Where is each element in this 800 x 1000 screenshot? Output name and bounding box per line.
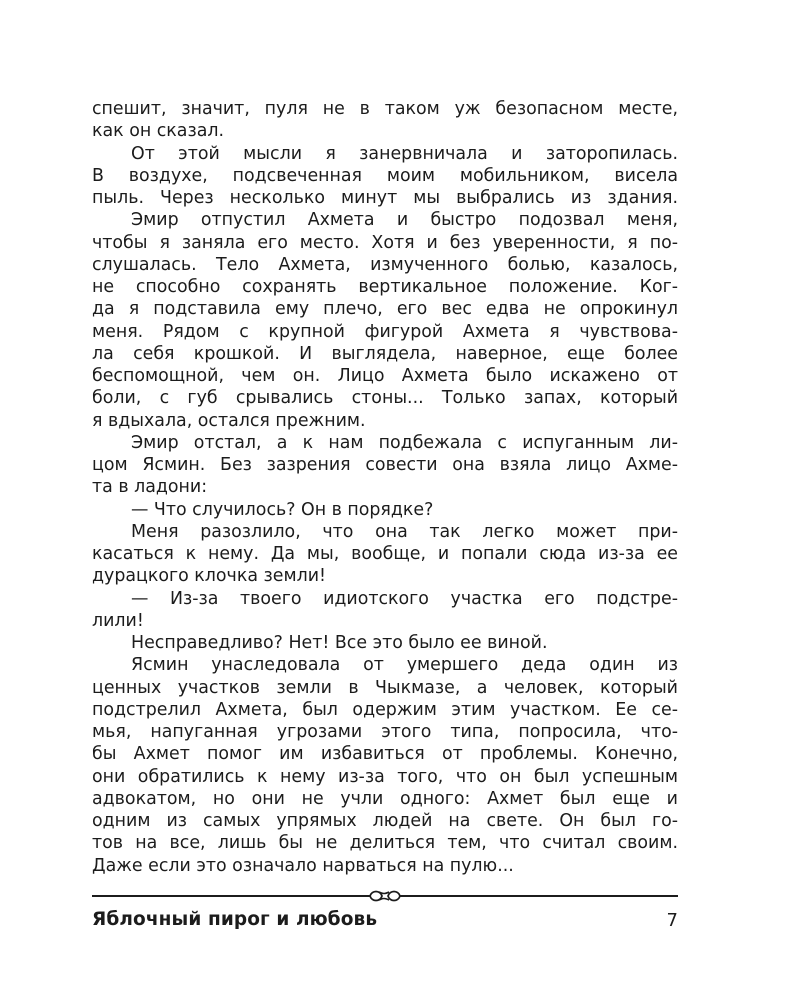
text-line: Даже если это означало нарваться на пулю...	[92, 855, 514, 876]
text-line: цом Ясмин. Без зазрения совести она взяла лицо Ахме-	[92, 455, 678, 475]
text-line: От этой мысли я занервничала и заторопилась.	[131, 143, 678, 164]
text-line: подстрелил Ахмета, был одержим этим участком. Ее се-	[92, 699, 678, 720]
text-line: чтобы я заняла его место. Хотя и без уверенности, я по-	[92, 232, 678, 253]
text-line: — Из-за твоего идиотского участка его подстре-	[131, 588, 678, 609]
text-line: боли, с губ срывались стоны... Только запах, который	[92, 388, 678, 409]
text-line: лили!	[92, 610, 144, 631]
text-line: они обратились к нему из-за того, что он был успешным	[92, 766, 678, 787]
text-line: ценных участков земли в Чыкмазе, а человек, который	[92, 677, 678, 698]
text-line: адвокатом, но они не учли одного: Ахмет был еще и	[92, 788, 678, 809]
text-line: дурацкого клочка земли!	[92, 566, 326, 587]
body-text	[92, 98, 678, 877]
text-line: тов на все, лишь бы не делиться тем, что считал своим.	[92, 833, 678, 854]
text-line: я вдыхала, остался прежним.	[92, 410, 366, 431]
text-line: слушалась. Тело Ахмета, измученного болью, казалось,	[92, 254, 678, 275]
text-line: Эмир отстал, а к нам подбежала с испуганным ли-	[131, 432, 678, 453]
text-line: беспомощной, чем он. Лицо Ахмета было искажено от	[92, 366, 678, 386]
text-line: одним из самых упрямых людей на свете. Он был го-	[92, 811, 678, 831]
book-title: Яблочный пирог и любовь	[92, 909, 378, 930]
text-line: ла себя крошкой. И выглядела, наверное, еще более	[92, 343, 678, 364]
text-line: касаться к нему. Да мы, вообще, и попали сюда из-за ее	[92, 544, 678, 564]
text-line: Эмир отпустил Ахмета и быстро подозвал меня,	[131, 210, 678, 231]
text-line: не способно сохранять вертикальное положение. Ког-	[92, 277, 678, 297]
text-line: Несправедливо? Нет! Все это было ее виной.	[131, 633, 548, 653]
page-number: 7	[666, 910, 678, 931]
text-line: бы Ахмет помог им избавиться от проблемы. Конечно,	[92, 744, 678, 765]
footer-divider	[92, 888, 678, 904]
text-line: меня. Рядом с крупной фигурой Ахмета я чувствова-	[92, 321, 678, 342]
text-line: — Что случилось? Он в порядке?	[131, 499, 434, 520]
text-line: та в ладони:	[92, 477, 208, 498]
text-line: Меня разозлило, что она так легко может при-	[131, 521, 678, 542]
text-line: В воздухе, подсвеченная моим мобильником, висела	[92, 165, 678, 186]
text-line: пыль. Через несколько минут мы выбрались из здания.	[92, 188, 678, 208]
double-loop-ornament-icon	[92, 888, 678, 904]
text-line: как он сказал.	[92, 121, 225, 142]
text-line: да я подставила ему плечо, его вес едва не опрокинул	[92, 299, 678, 320]
text-line: Ясмин унаследовала от умершего деда один из	[131, 655, 678, 676]
text-line: мья, напуганная угрозами этого типа, попросила, что-	[92, 722, 678, 742]
text-line: спешит, значит, пуля не в таком уж безопасном месте,	[92, 99, 678, 119]
